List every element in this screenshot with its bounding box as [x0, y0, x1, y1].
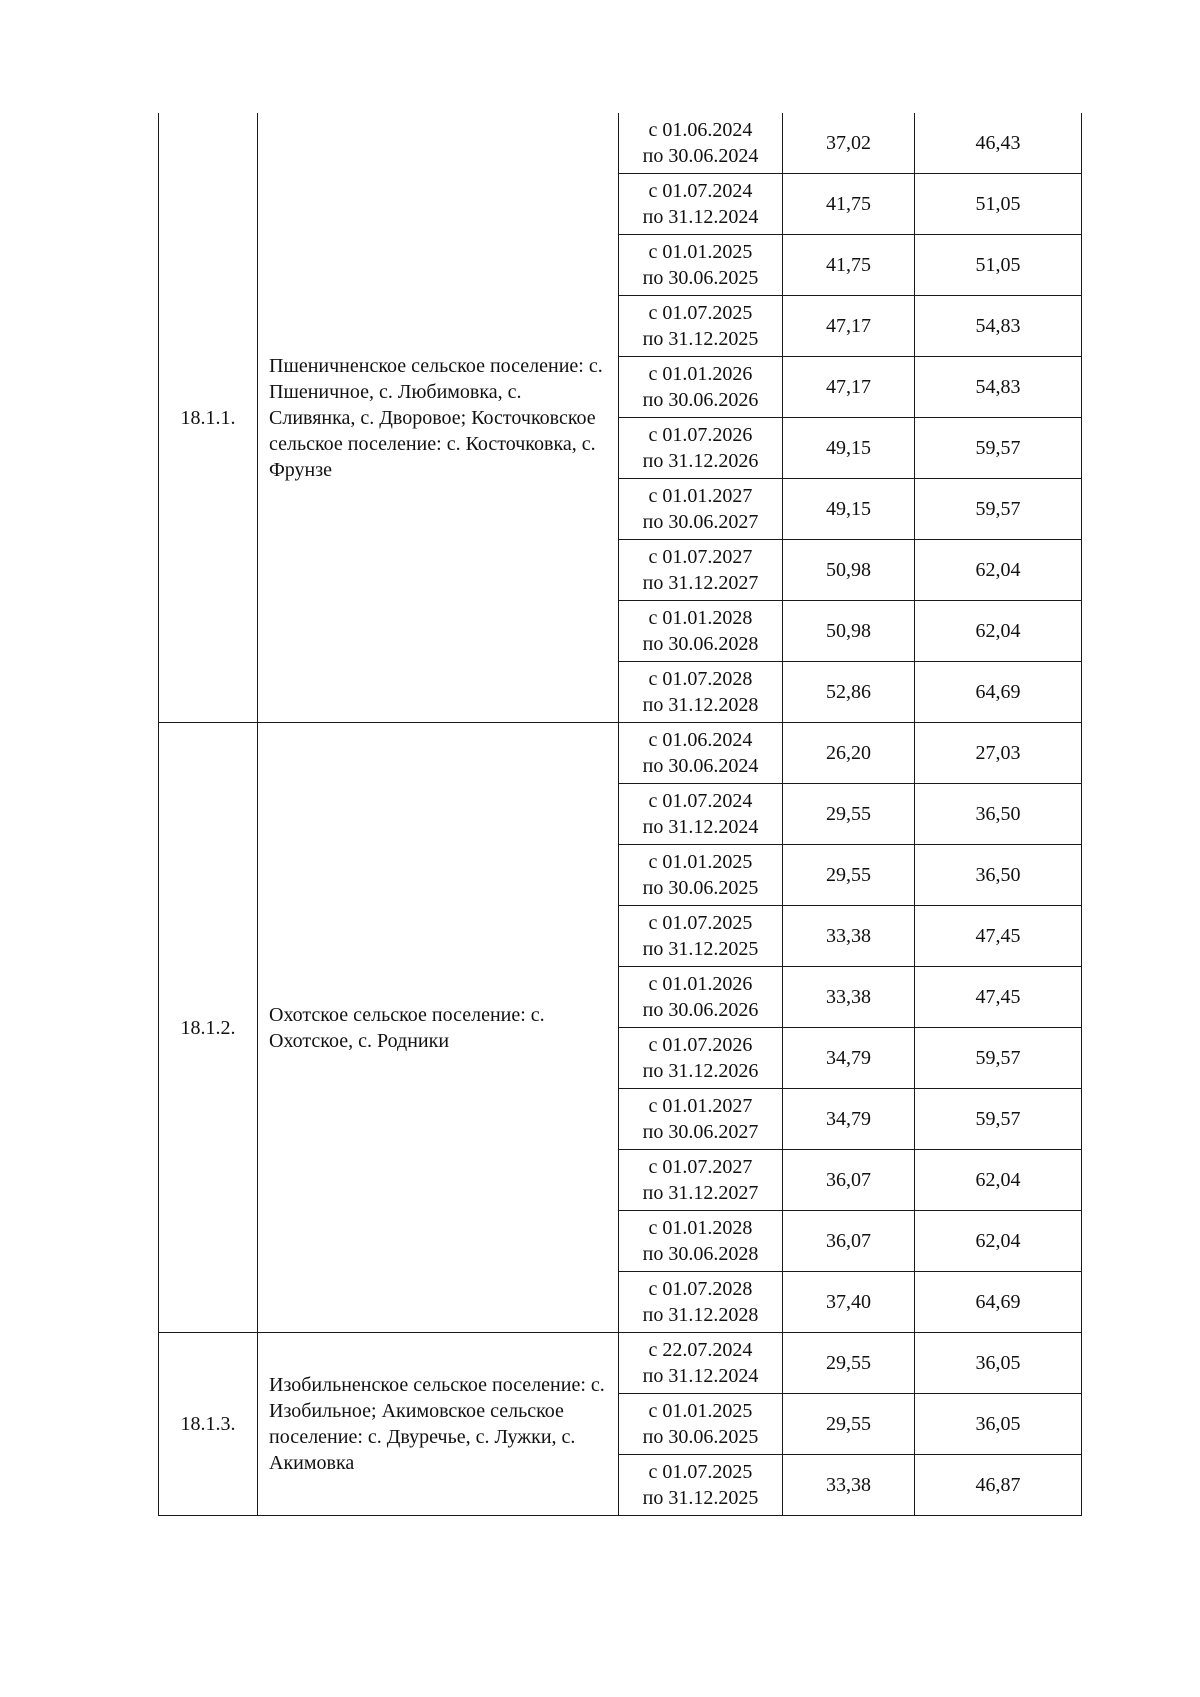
value-cell-1: 36,07 [783, 1150, 915, 1211]
period-from: с 01.07.2025 [648, 302, 753, 324]
period-from: с 01.07.2024 [648, 180, 753, 202]
period-to: по 31.12.2025 [642, 938, 759, 960]
value-cell-2: 54,83 [915, 357, 1082, 418]
period-to: по 31.12.2025 [642, 1487, 759, 1509]
value-cell-1: 49,15 [783, 479, 915, 540]
value-cell-1: 52,86 [783, 662, 915, 723]
period-from: с 01.01.2025 [648, 851, 753, 873]
period-from: с 01.07.2024 [648, 790, 753, 812]
value-cell-2: 36,50 [915, 845, 1082, 906]
value-cell-1: 37,40 [783, 1272, 915, 1333]
period-cell [619, 662, 783, 723]
period-cell [619, 967, 783, 1028]
period-to: по 31.12.2026 [642, 450, 759, 472]
settlement-name-cell: Изобильненское сельское поселение: с. Изобильное; Акимовское сельское поселение: с. Двуречье, с. Лужки, с. Акимовка [258, 1333, 619, 1516]
period-to: по 30.06.2026 [642, 389, 759, 411]
value-cell-1: 50,98 [783, 601, 915, 662]
period-from: с 01.01.2026 [648, 973, 753, 995]
value-cell-1: 34,79 [783, 1028, 915, 1089]
group-number-cell: 18.1.3. [159, 1333, 258, 1516]
settlement-name-cell: Охотское сельское поселение: с. Охотское, с. Родники [258, 723, 619, 1333]
value-cell-1: 49,15 [783, 418, 915, 479]
value-cell-1: 41,75 [783, 174, 915, 235]
period-from: с 01.01.2027 [648, 1095, 753, 1117]
period-from: с 01.01.2025 [648, 1400, 753, 1422]
value-cell-2: 27,03 [915, 723, 1082, 784]
value-cell-2: 64,69 [915, 662, 1082, 723]
tariff-table-body [159, 113, 1082, 1516]
period-to: по 31.12.2027 [642, 572, 759, 594]
value-cell-1: 41,75 [783, 235, 915, 296]
value-cell-1: 29,55 [783, 1333, 915, 1394]
period-to: по 31.12.2026 [642, 1060, 759, 1082]
period-from: с 01.01.2027 [648, 485, 753, 507]
value-cell-1: 33,38 [783, 1455, 915, 1516]
period-to: по 30.06.2027 [642, 1121, 759, 1143]
value-cell-2: 62,04 [915, 601, 1082, 662]
period-cell [619, 601, 783, 662]
period-cell [619, 235, 783, 296]
value-cell-2: 59,57 [915, 479, 1082, 540]
period-cell [619, 1455, 783, 1516]
period-from: с 01.01.2028 [648, 607, 753, 629]
period-to: по 31.12.2028 [642, 1304, 759, 1326]
value-cell-1: 29,55 [783, 784, 915, 845]
group-number-cell: 18.1.1. [159, 113, 258, 723]
period-to: по 30.06.2028 [642, 1243, 759, 1265]
period-to: по 30.06.2024 [642, 755, 759, 777]
period-from: с 01.07.2028 [648, 668, 753, 690]
value-cell-2: 62,04 [915, 1211, 1082, 1272]
period-from: с 01.01.2025 [648, 241, 753, 263]
period-cell [619, 1333, 783, 1394]
period-cell [619, 784, 783, 845]
value-cell-2: 46,87 [915, 1455, 1082, 1516]
value-cell-1: 37,02 [783, 113, 915, 174]
value-cell-2: 59,57 [915, 418, 1082, 479]
period-from: с 01.07.2026 [648, 1034, 753, 1056]
settlement-name-cell: Пшеничненское сельское поселение: с. Пшеничное, с. Любимовка, с. Сливянка, с. Дворовое; Косточковское сельское поселение: с. Косточковка, с. Фрунзе [258, 113, 619, 723]
period-cell [619, 845, 783, 906]
period-to: по 31.12.2028 [642, 694, 759, 716]
value-cell-2: 64,69 [915, 1272, 1082, 1333]
table-row [159, 723, 1082, 784]
period-from: с 01.07.2027 [648, 546, 753, 568]
period-cell [619, 296, 783, 357]
period-from: с 22.07.2024 [648, 1339, 753, 1361]
value-cell-2: 47,45 [915, 906, 1082, 967]
period-cell [619, 1089, 783, 1150]
period-from: с 01.07.2027 [648, 1156, 753, 1178]
value-cell-2: 59,57 [915, 1089, 1082, 1150]
period-cell [619, 174, 783, 235]
period-to: по 30.06.2025 [642, 1426, 759, 1448]
period-cell [619, 723, 783, 784]
period-cell [619, 418, 783, 479]
value-cell-1: 33,38 [783, 906, 915, 967]
value-cell-1: 26,20 [783, 723, 915, 784]
period-cell [619, 1211, 783, 1272]
period-cell [619, 479, 783, 540]
value-cell-1: 47,17 [783, 296, 915, 357]
value-cell-2: 59,57 [915, 1028, 1082, 1089]
period-cell [619, 113, 783, 174]
value-cell-2: 62,04 [915, 1150, 1082, 1211]
period-cell [619, 906, 783, 967]
value-cell-1: 47,17 [783, 357, 915, 418]
period-to: по 31.12.2025 [642, 328, 759, 350]
group-number-cell: 18.1.2. [159, 723, 258, 1333]
period-from: с 01.01.2028 [648, 1217, 753, 1239]
period-cell [619, 1028, 783, 1089]
period-from: с 01.06.2024 [648, 729, 753, 751]
value-cell-2: 47,45 [915, 967, 1082, 1028]
period-to: по 30.06.2026 [642, 999, 759, 1021]
period-cell [619, 1150, 783, 1211]
period-to: по 31.12.2027 [642, 1182, 759, 1204]
value-cell-1: 29,55 [783, 845, 915, 906]
period-to: по 30.06.2025 [642, 267, 759, 289]
period-from: с 01.07.2026 [648, 424, 753, 446]
period-cell [619, 357, 783, 418]
period-from: с 01.07.2025 [648, 912, 753, 934]
value-cell-2: 36,50 [915, 784, 1082, 845]
period-to: по 30.06.2025 [642, 877, 759, 899]
value-cell-1: 33,38 [783, 967, 915, 1028]
period-cell [619, 1272, 783, 1333]
value-cell-1: 50,98 [783, 540, 915, 601]
value-cell-2: 51,05 [915, 235, 1082, 296]
period-to: по 31.12.2024 [642, 816, 759, 838]
table-row [159, 1333, 1082, 1394]
value-cell-2: 54,83 [915, 296, 1082, 357]
value-cell-1: 34,79 [783, 1089, 915, 1150]
period-to: по 30.06.2028 [642, 633, 759, 655]
period-cell [619, 540, 783, 601]
value-cell-2: 36,05 [915, 1394, 1082, 1455]
value-cell-2: 46,43 [915, 113, 1082, 174]
tariff-table [158, 113, 1082, 1516]
value-cell-1: 29,55 [783, 1394, 915, 1455]
period-from: с 01.07.2025 [648, 1461, 753, 1483]
period-from: с 01.06.2024 [648, 119, 753, 141]
period-cell [619, 1394, 783, 1455]
period-to: по 30.06.2027 [642, 511, 759, 533]
table-row [159, 113, 1082, 174]
period-to: по 30.06.2024 [642, 145, 759, 167]
value-cell-2: 51,05 [915, 174, 1082, 235]
value-cell-1: 36,07 [783, 1211, 915, 1272]
period-to: по 31.12.2024 [642, 1365, 759, 1387]
value-cell-2: 36,05 [915, 1333, 1082, 1394]
value-cell-2: 62,04 [915, 540, 1082, 601]
period-from: с 01.01.2026 [648, 363, 753, 385]
period-from: с 01.07.2028 [648, 1278, 753, 1300]
period-to: по 31.12.2024 [642, 206, 759, 228]
